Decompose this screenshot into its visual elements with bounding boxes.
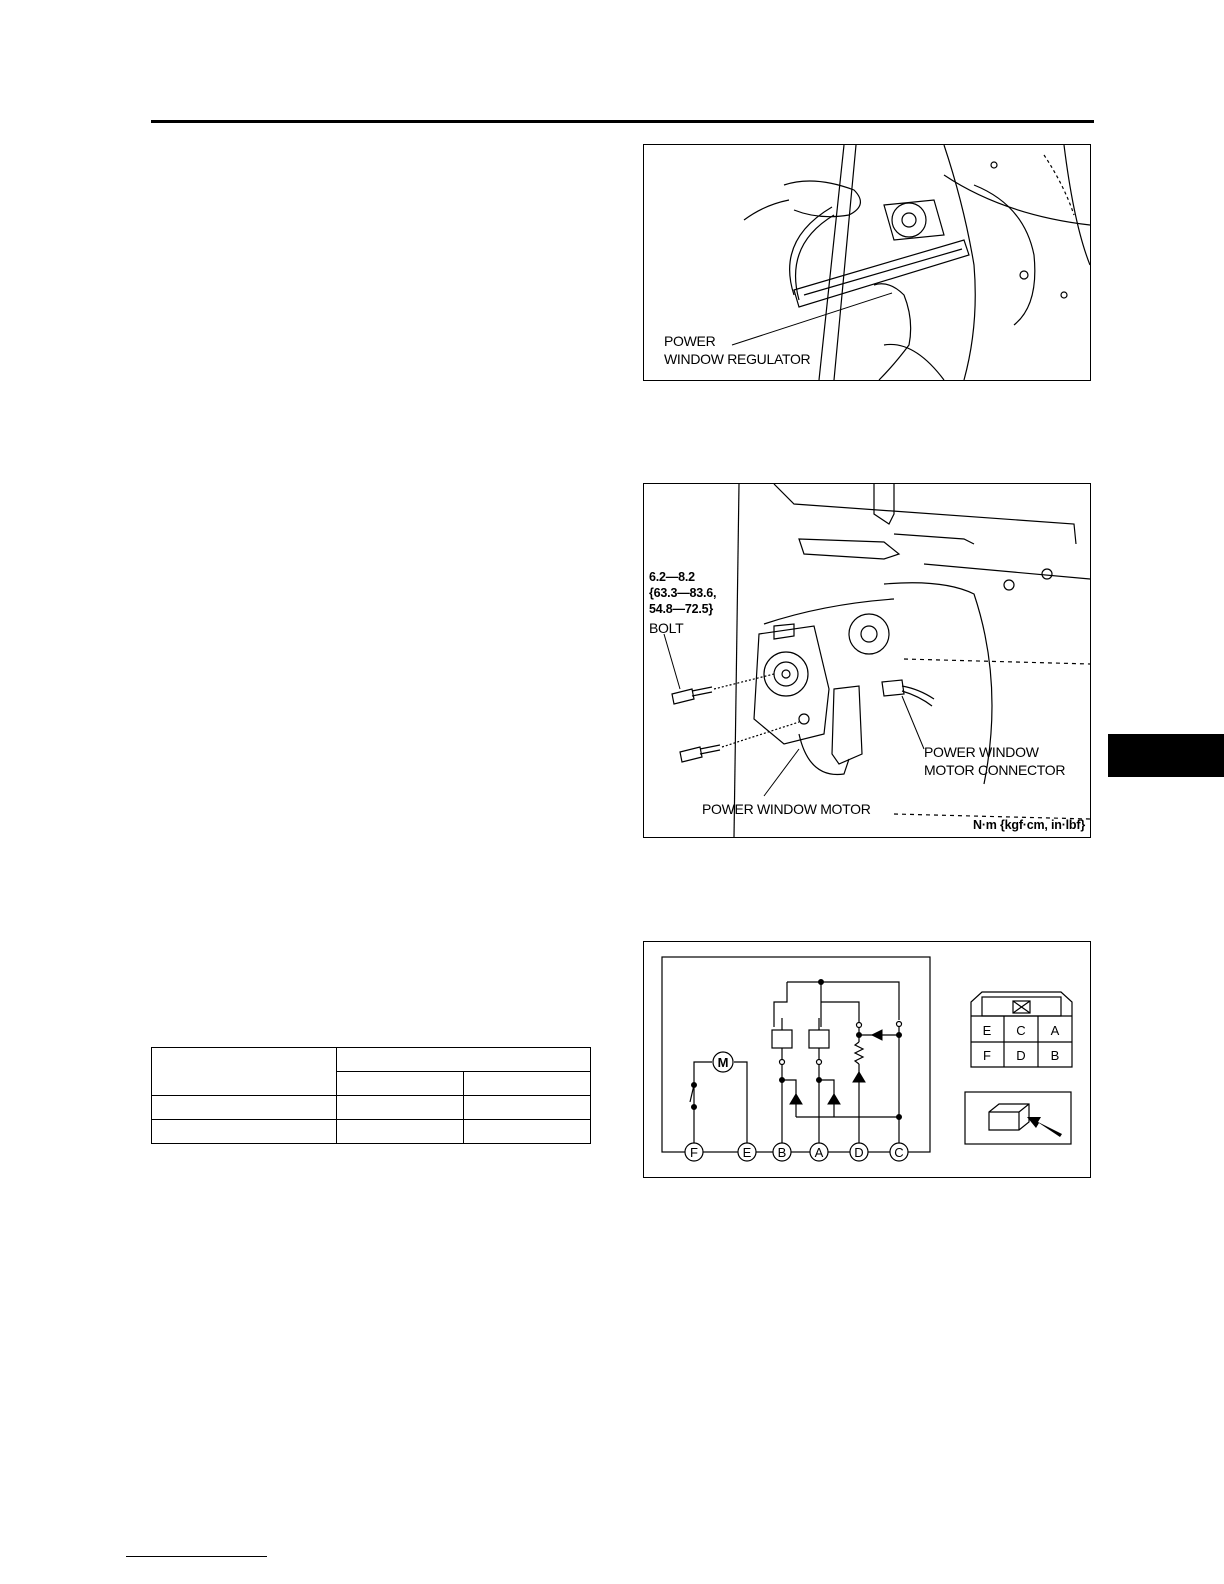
regulator-illustration [644, 145, 1090, 380]
bolt-torque-line1: 6.2—8.2 [649, 570, 695, 584]
terminal-e: E [742, 1145, 752, 1160]
spec-table [151, 1047, 591, 1144]
regulator-label-line1: POWER [664, 333, 716, 349]
terminal-c: C [894, 1145, 904, 1160]
bolt-torque-line2: {63.3—83.6, [649, 586, 717, 600]
motor-illustration [644, 484, 1090, 837]
terminal-f: F [690, 1145, 698, 1160]
connector-label-line1: POWER WINDOW [924, 744, 1039, 760]
pin-e: E [982, 1023, 992, 1038]
motor-label: POWER WINDOW MOTOR [702, 801, 871, 817]
connector-view-icon [965, 1092, 1071, 1144]
torque-unit-label: N·m {kgf·cm, in·lbf} [973, 818, 1085, 832]
table-row [152, 1120, 591, 1144]
table-cell [152, 1120, 337, 1144]
spec-table-header-cell [337, 1048, 591, 1072]
circuit-diagram [644, 942, 1090, 1177]
figure-motor-circuit [643, 941, 1091, 1178]
table-cell [464, 1096, 591, 1120]
table-row [152, 1096, 591, 1120]
terminal-d: D [854, 1145, 864, 1160]
connector-label-line2: MOTOR CONNECTOR [924, 762, 1066, 778]
pin-b: B [1050, 1048, 1060, 1063]
figure-regulator-removal [643, 144, 1091, 381]
bolt-label: BOLT [649, 620, 684, 636]
motor-symbol-label: M [717, 1055, 729, 1070]
section-tab [1108, 734, 1224, 777]
pin-d: D [1016, 1048, 1026, 1063]
regulator-label-line2: WINDOW REGULATOR [664, 351, 811, 367]
table-cell [152, 1096, 337, 1120]
table-cell [337, 1120, 464, 1144]
terminal-b: B [777, 1145, 787, 1160]
table-cell [464, 1120, 591, 1144]
pin-a: A [1050, 1023, 1060, 1038]
figure-motor-installation [643, 483, 1091, 838]
table-cell [337, 1096, 464, 1120]
spec-table-subheader-cell [464, 1072, 591, 1096]
bolt-torque-line3: 54.8—72.5} [649, 602, 714, 616]
terminal-a: A [814, 1145, 824, 1160]
spec-table-header-cell [152, 1048, 337, 1096]
header-rule [151, 120, 1094, 123]
pin-c: C [1016, 1023, 1026, 1038]
footer-rule [126, 1556, 267, 1557]
spec-table-subheader-cell [337, 1072, 464, 1096]
pin-f: F [983, 1048, 991, 1063]
